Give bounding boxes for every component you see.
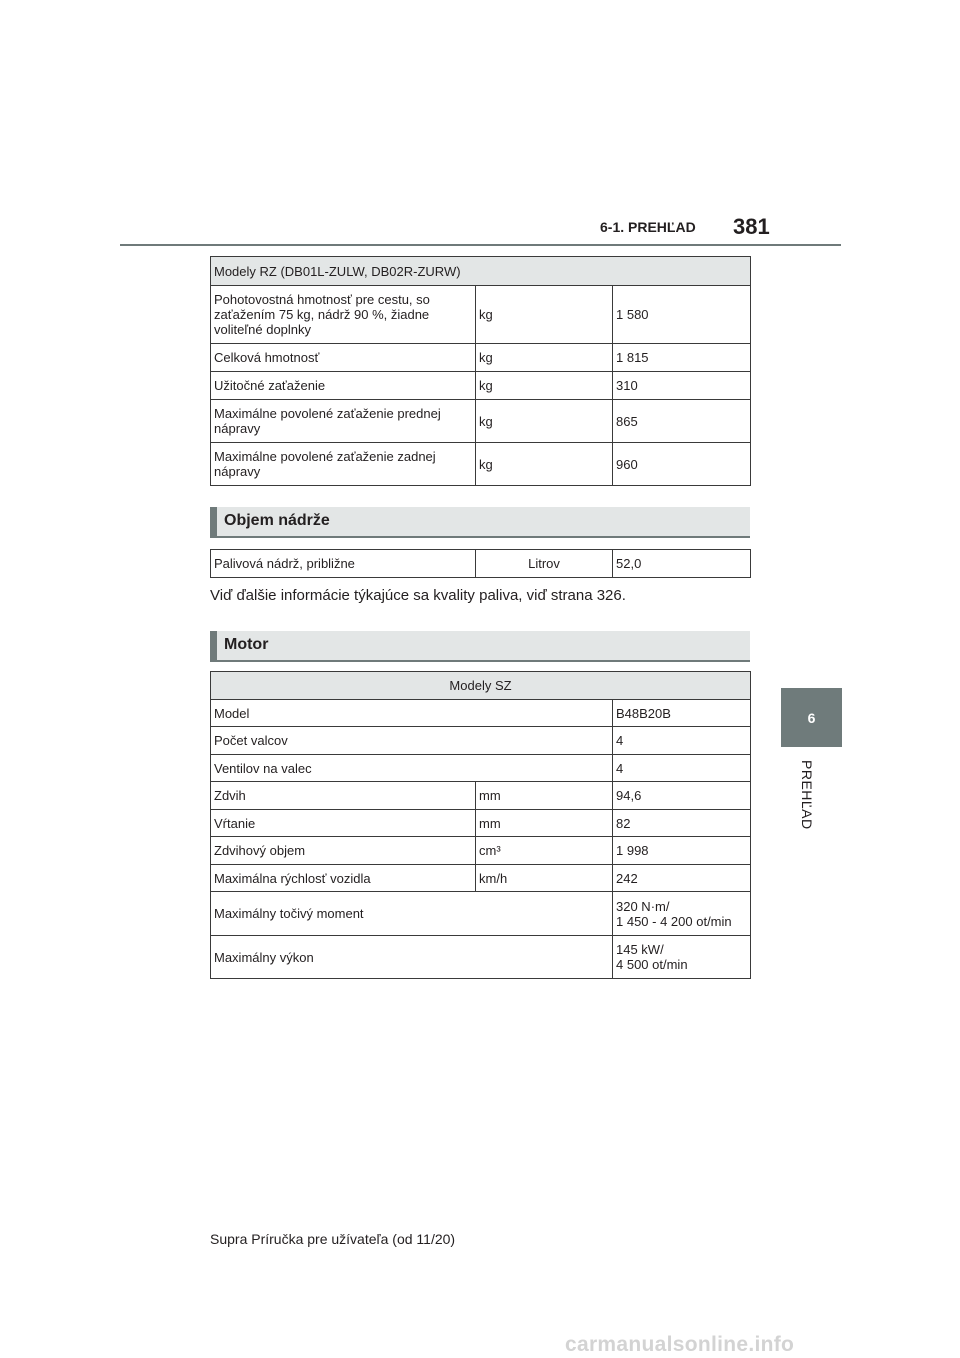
page-number: 381 [733,214,770,239]
watermark-text: carmanualsonline.info [565,1333,795,1356]
row-label: Počet valcov [211,727,613,755]
row-unit: kg [476,372,613,400]
row-value: 320 N·m/ [616,898,670,914]
tank-spec-table [210,549,751,578]
row-value: 865 [613,400,751,443]
row-value: 82 [613,810,751,837]
row-unit: mm [476,782,613,810]
table-row [211,344,751,372]
row-unit: cm³ [476,837,613,865]
rz-spec-table [210,256,751,486]
row-label: Maximálne povolené zaťaženie zadnej nápravy [211,443,476,486]
row-label: Ventilov na valec [211,755,613,782]
row-label: Pohotovostná hmotnosť pre cestu, so zaťažením 75 kg, nádrž 90 %, žiadne voliteľné doplnky [211,286,476,344]
row-label: Vŕtanie [211,810,476,837]
row-label: Maximálny výkon [211,936,613,979]
table-header-row [211,257,751,286]
section-title: 6-1. PREHĽAD [600,219,696,235]
row-unit: km/h [476,865,613,892]
engine-section-heading [210,631,750,662]
header-divider [120,244,841,246]
row-label: Model [211,700,613,727]
row-label: Maximálne povolené zaťaženie prednej nápravy [211,400,476,443]
engine-table-title: Modely SZ [211,672,751,700]
row-unit: kg [476,443,613,486]
table-row [211,865,751,892]
row-value: 960 [613,443,751,486]
table-row [211,727,751,755]
table-row [211,892,751,936]
row-value: 52,0 [613,550,751,578]
rz-table-title: Modely RZ (DB01L-ZULW, DB02R-ZURW) [211,257,751,286]
row-value: 1 580 [613,286,751,344]
chapter-tab [781,688,842,747]
tank-section-title: Objem nádrže [224,512,330,529]
chapter-label: PREHĽAD [799,760,815,830]
row-value-line2: 4 500 ot/min [616,957,688,972]
row-value: 1 815 [613,344,751,372]
engine-spec-table [210,671,751,979]
row-label: Užitočné zaťaženie [211,372,476,400]
row-value-cell [613,892,751,936]
chapter-number: 6 [807,709,816,726]
row-value: 4 [613,727,751,755]
engine-section-title: Motor [224,636,269,653]
table-row [211,443,751,486]
row-unit: kg [476,286,613,344]
table-row [211,810,751,837]
table-row [211,755,751,782]
row-value: B48B20B [613,700,751,727]
footer-text: Supra Príručka pre užívateľa (od 11/20) [210,1231,456,1247]
row-value: 4 [613,755,751,782]
row-label: Zdvih [211,782,476,810]
table-row [211,936,751,979]
row-value-cell [613,936,751,979]
row-label: Zdvihový objem [211,837,476,865]
row-label: Celková hmotnosť [211,344,476,372]
row-label: Palivová nádrž, približne [211,550,476,578]
row-value: 310 [613,372,751,400]
row-unit: mm [476,810,613,837]
row-label: Maximálna rýchlosť vozidla [211,865,476,892]
row-unit: kg [476,344,613,372]
fuel-quality-note: Viď ďalšie informácie týkajúce sa kvality paliva, viď strana 326. [210,587,626,604]
row-value: 242 [613,865,751,892]
row-unit: Litrov [476,550,613,578]
table-row [211,700,751,727]
row-label: Maximálny točivý moment [211,892,613,936]
row-value-line2: 1 450 - 4 200 ot/min [616,913,732,929]
table-row [211,782,751,810]
table-row [211,550,751,578]
table-row [211,372,751,400]
table-row [211,286,751,344]
tank-section-heading [210,507,750,538]
row-value: 145 kW/ [616,942,664,957]
row-value: 1 998 [613,837,751,865]
row-value: 94,6 [613,782,751,810]
table-row [211,837,751,865]
table-row [211,400,751,443]
table-header-row [211,672,751,700]
row-unit: kg [476,400,613,443]
